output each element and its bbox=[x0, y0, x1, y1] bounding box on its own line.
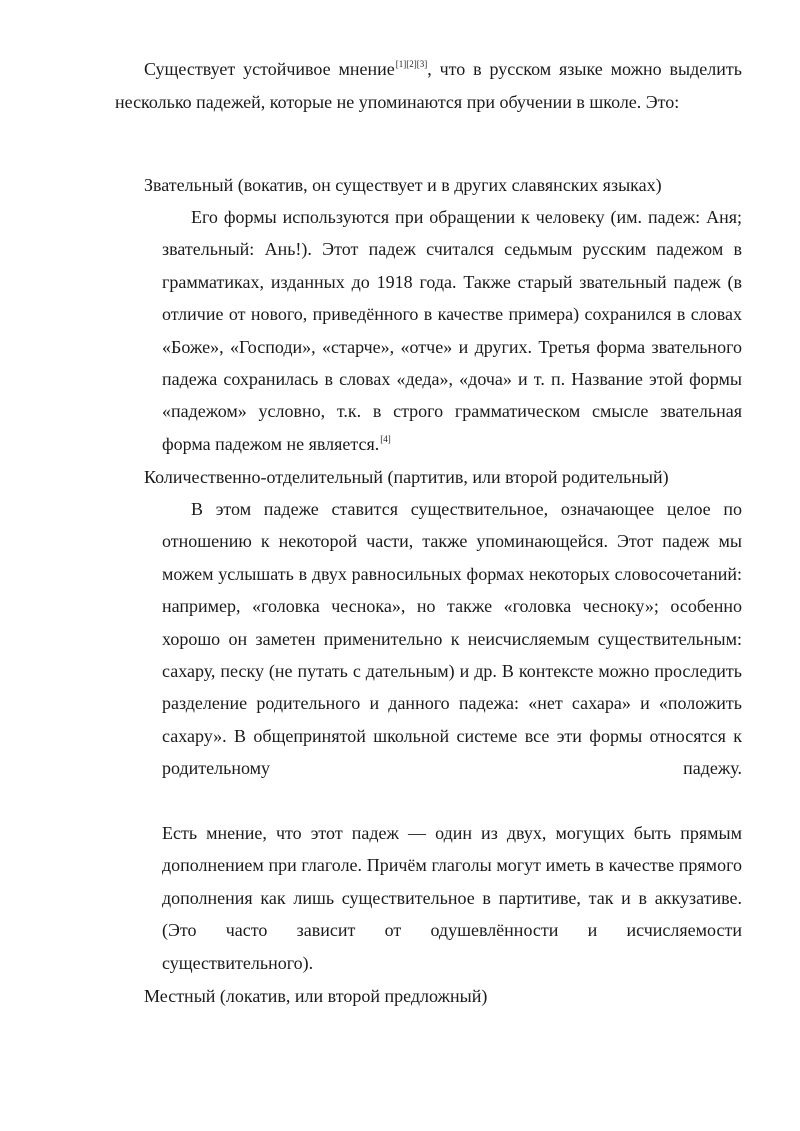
intro-text-before: Существует устойчивое мнение bbox=[144, 59, 395, 79]
intro-text-after: , что в русском языке можно выделить несколько падежей, которые не упоминаются при обучении в школе. Это: bbox=[115, 59, 742, 112]
section-heading-vocative: Звательный (вокатив, он существует и в других славянских языках) bbox=[144, 175, 662, 195]
section-paragraph-partitive: В этом падеже ставится существительное, означающее целое по отношению к некоторой части, также упоминающейся. Этот падеж мы можем услышать в двух равносильных формах некоторых словосочетаний: например, «головка чеснока», но также «головка чесноку»; особенно хорошо он заметен применительно к неисчисляемым существительным: сахару, песку (не путать с дательным) и др. В контексте можно проследить разделение родительного и данного падежа: «нет сахара» и «положить сахару». В общепринятой школьной системе все эти формы относятся к родительному падежу. bbox=[162, 499, 742, 779]
intro-paragraph bbox=[115, 53, 742, 118]
section-heading-partitive: Количественно-отделительный (партитив, или второй родительный) bbox=[144, 467, 669, 487]
vocative-footnote-ref[interactable]: [4] bbox=[380, 433, 391, 444]
section-heading-locative: Местный (локатив, или второй предложный) bbox=[144, 986, 488, 1006]
intro-footnote-refs[interactable]: [1][2][3] bbox=[395, 59, 428, 69]
section-paragraph-partitive-2: Есть мнение, что этот падеж — один из двух, могущих быть прямым дополнением при глаголе. Причём глаголы могут иметь в качестве прямого дополнения как лишь существительное в партитиве, так и в аккузативе. (Это часто зависит от одушевлённости и исчисляемости существительного). bbox=[162, 823, 742, 973]
section-paragraph-vocative bbox=[162, 201, 742, 460]
vocative-paragraph-text: Его формы используются при обращении к человеку (им. падеж: Аня; звательный: Ань!). Этот падеж считался седьмым русским падежом в грамматиках, изданных до 1918 года. Также старый звательный падеж (в отличие от нового, приведённого в качестве примера) сохранился в словах «Боже», «Господи», «старче», «отче» и других. Третья форма звательного падежа сохранилась в словах «деда», «доча» и т. п. Название этой формы «падежом» условно, т.к. в строго грамматическом смысле звательная форма падежом не является. bbox=[162, 207, 742, 454]
